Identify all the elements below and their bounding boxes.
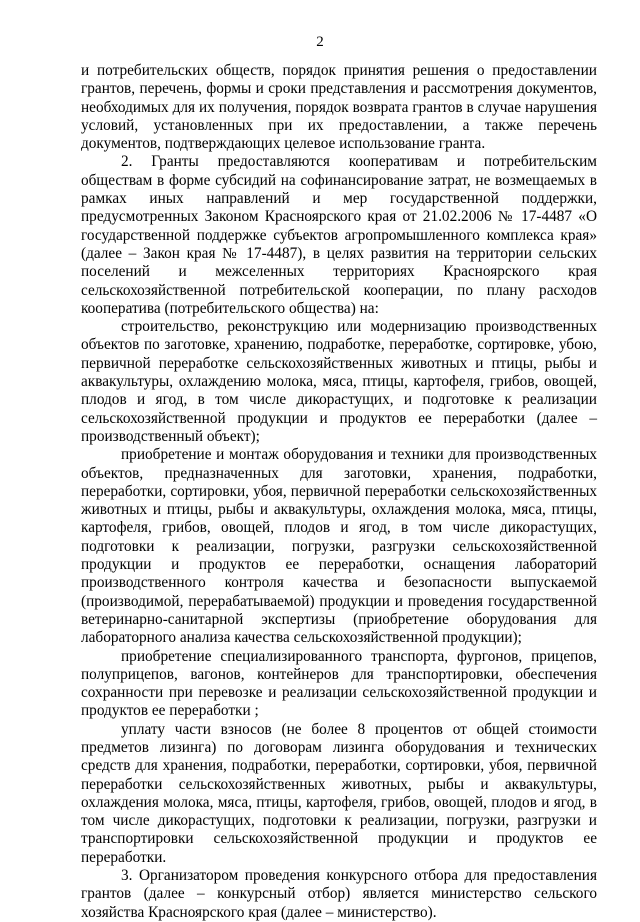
document-body bbox=[81, 62, 597, 922]
list-item-transport: приобретение специализированного транспорта, фургонов, прицепов, полуприцепов, вагонов, контейнеров для транспортировки, обеспечения сохранности при перевозке и реализации сельскохозяйственной продукции и продуктов ее переработки ; bbox=[81, 647, 597, 720]
paragraph-continuation: и потребительских обществ, порядок принятия решения о предоставлении грантов, перечень, формы и сроки представления и рассмотрения документов, необходимых для их получения, порядок возврата грантов в случае нарушения условий, установленных при их предоставлении, а также перечень документов, подтверждающих целевое использование гранта. bbox=[81, 62, 597, 153]
page-number: 2 bbox=[316, 34, 324, 50]
paragraph-clause-2: 2. Гранты предоставляются кооперативам и потребительским обществам в форме субсидий на софинансирование затрат, не возмещаемых в рамках иных направлений и мер государственной поддержки, предусмотренных Законом Красноярского края от 21.02.2006 № 17-4487 «О государственной поддержке субъектов агропромышленного комплекса края» (далее – Закон края № 17-4487), в целях развития на территории сельских поселений и межселенных территориях Красноярского края сельскохозяйственной потребительской кооперации, по плану расходов кооператива (потребительского общества) на: bbox=[81, 153, 597, 317]
list-item-equipment: приобретение и монтаж оборудования и техники для производственных объектов, предназначенных для заготовки, хранения, подработки, переработки, сортировки, убоя, первичной переработки сельскохозяйственных животных и птицы, рыбы и аквакультуры, охлаждения молока, мяса, птицы, картофеля, грибов, овощей, плодов и ягод, в том числе дикорастущих, подготовки к реализации, погрузки, разгрузки сельскохозяйственной продукции и продуктов ее переработки, оснащения лабораторий производственного контроля качества и безопасности выпускаемой (производимой, перерабатываемой) продукции и проведения государственной ветеринарно-санитарной экспертизы (приобретение оборудования для лабораторного анализа качества сельскохозяйственной продукции); bbox=[81, 446, 597, 647]
paragraph-clause-3: 3. Организатором проведения конкурсного отбора для предоставления грантов (далее – конкурсный отбор) является министерство сельского хозяйства Красноярского края (далее – министерство). bbox=[81, 867, 597, 921]
list-item-construction: строительство, реконструкцию или модернизацию производственных объектов по заготовке, хранению, подработке, переработке, сортировке, убою, первичной переработке сельскохозяйственных животных и птицы, рыбы и аквакультуры, охлаждению молока, мяса, птицы, картофеля, грибов, овощей, плодов и ягод, в том числе дикорастущих, и подготовке к реализации сельскохозяйственной продукции и продуктов ее переработки (далее – производственный объект); bbox=[81, 318, 597, 445]
list-item-leasing: уплату части взносов (не более 8 процентов от общей стоимости предметов лизинга) по договорам лизинга оборудования и технических средств для хранения, подработки, переработки, сортировки, убоя, первичной переработки сельскохозяйственных животных, рыбы и аквакультуры, охлаждения молока, мяса, птицы, картофеля, грибов, овощей, плодов и ягод, в том числе дикорастущих, подготовки к реализации, погрузки, разгрузки и транспортировки сельскохозяйственной продукции и продуктов ее переработки. bbox=[81, 720, 597, 866]
